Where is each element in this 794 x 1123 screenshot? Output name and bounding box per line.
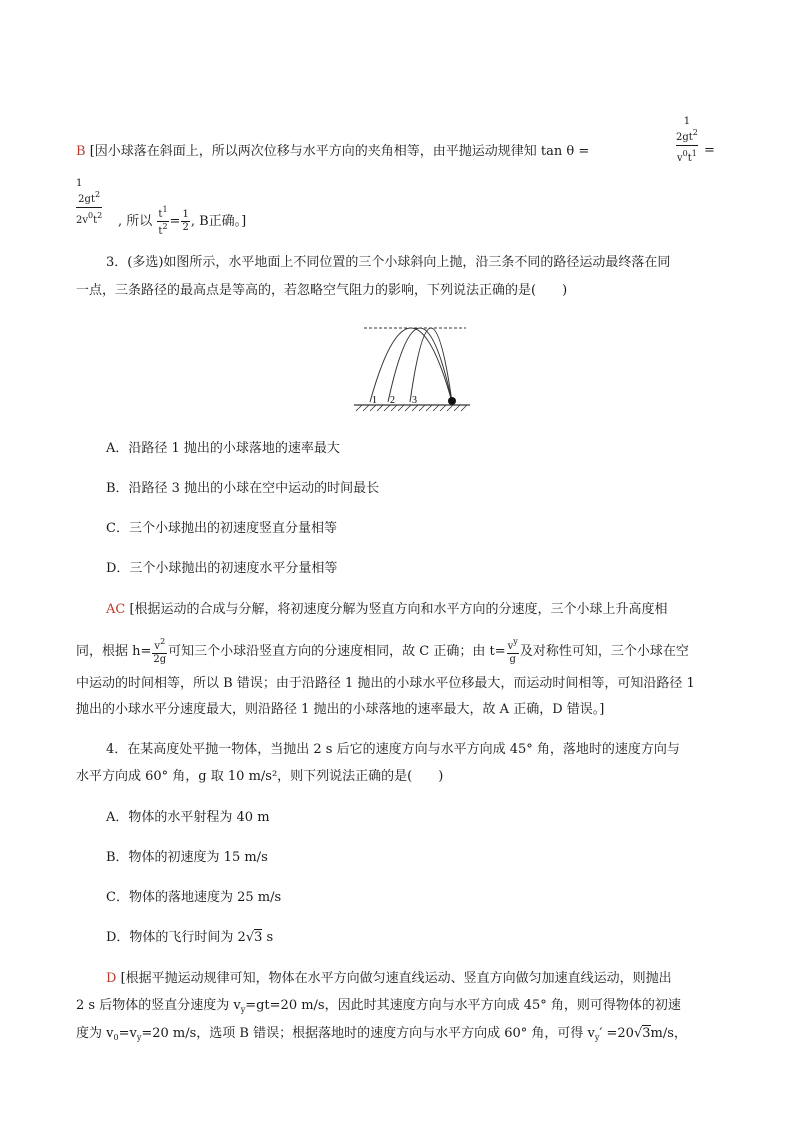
path-1-curve (370, 328, 452, 402)
q4-answer-line1 (106, 970, 672, 988)
q4-option-a: A．物体的水平射程为 40 m (106, 810, 270, 825)
path-label-1: 1 (372, 395, 377, 406)
q4-stem-line2: 水平方向成 60° 角，g 取 10 m/s²，则下列说法正确的是( ) (76, 769, 444, 784)
q3-stem-line2: 一点，三条路径的最高点是等高的，若忽略空气阻力的影响，下列说法正确的是( ) (76, 283, 568, 298)
answer-text: [因小球落在斜面上，所以两次位移与水平方向的夹角相等，由平抛运动规律知 tan θ = (89, 144, 590, 159)
sqrt-symbol: √ (245, 930, 255, 945)
formula-fraction: 1 $2gt^2$ $v^0t^1$ (676, 116, 698, 164)
formula-fraction: $\frac{v^2}{2g}$ (153, 637, 167, 665)
q2-answer-line1 (76, 143, 589, 161)
answer-text: [根据运动的合成与分解，将初速度分解为竖直方向和水平方向的分速度，三个小球上升高度相 (129, 602, 668, 617)
sqrt-symbol: √ (633, 1026, 643, 1041)
answer-letter: D (106, 971, 117, 986)
q4-option-c: C．物体的落地速度为 25 m/s (106, 890, 282, 905)
trajectory-figure (352, 324, 472, 414)
path-2-curve (388, 328, 452, 402)
q4-answer-line2: 2 s 后物体的竖直分速度为 $v_y=gt=20$ m/s，因此时其速度方向与水平方向成 45° 角，则可得物体的初速 (76, 998, 681, 1014)
formula-fraction: $\frac{t^1}{t^2}$ (158, 205, 168, 237)
formula-fraction: $\frac{1}{2}$ (182, 209, 189, 233)
equals-sign: = (704, 143, 715, 158)
q3-stem-line1: 3．(多选)如图所示，水平地面上不同位置的三个小球斜向上抛，沿三条不同的路径运动最终落在同 (106, 255, 671, 270)
q3-option-a: A．沿路径 1 抛出的小球落地的速率最大 (106, 441, 340, 456)
q3-option-c: C．三个小球抛出的初速度竖直分量相等 (106, 521, 337, 536)
q3-option-b: B．沿路径 3 抛出的小球在空中运动的时间最长 (106, 481, 380, 496)
q2-answer-line2: , 所以 $\frac{t^1}{t^2}$ = $\frac{1}{2}$ , B正确。] (118, 205, 247, 237)
formula-fraction: 1 $2gt^2$ $2v^0t^2$ (76, 178, 103, 226)
formula-fraction: $\frac{v^y}{g}$ (507, 637, 518, 665)
q3-answer-line1 (106, 601, 668, 619)
q4-answer-line3: 度为 $v_0=v_y=20$ m/s，选项 B 错误；根据落地时的速度方向与水平方向成 60° 角，可得 $v_y' =20√3m/s$， (76, 1026, 687, 1042)
q3-answer-line2: 同，根据 h= $\frac{v^2}{2g}$ 可知三个小球沿竖直方向的分速度相同，故 C 正确；由 t= $\frac{v^y}{g}$ 及对称性可知，三个小球在空 (76, 637, 689, 665)
path-label-2: 2 (390, 395, 395, 406)
q3-option-d: D．三个小球抛出的初速度水平分量相等 (106, 561, 338, 576)
q4-stem-line1: 4．在某高度处平抛一物体，当抛出 2 s 后它的速度方向与水平方向成 45° 角，落地时的速度方向与 (106, 742, 680, 757)
q4-option-b: B．物体的初速度为 15 m/s (106, 850, 268, 865)
q4-option-d: D．物体的飞行时间为 2√3 s (106, 930, 274, 945)
answer-text: [根据平抛运动规律可知，物体在水平方向做匀速直线运动、竖直方向做匀加速直线运动，则抛出 (120, 971, 672, 986)
answer-letter: B (76, 144, 86, 159)
q3-answer-line3: 中运动的时间相等，所以 B 错误；由于沿路径 1 抛出的小球水平位移最大，而运动时间相等，可知沿路径 1 (76, 676, 695, 691)
ball (448, 397, 456, 405)
q3-answer-line4: 抛出的小球水平分速度最大，则沿路径 1 抛出的小球落地的速率最大，故 A 正确，D 错误。] (76, 702, 605, 717)
answer-letter: AC (106, 602, 126, 617)
path-label-3: 3 (412, 395, 417, 406)
path-3-curve (410, 328, 452, 402)
